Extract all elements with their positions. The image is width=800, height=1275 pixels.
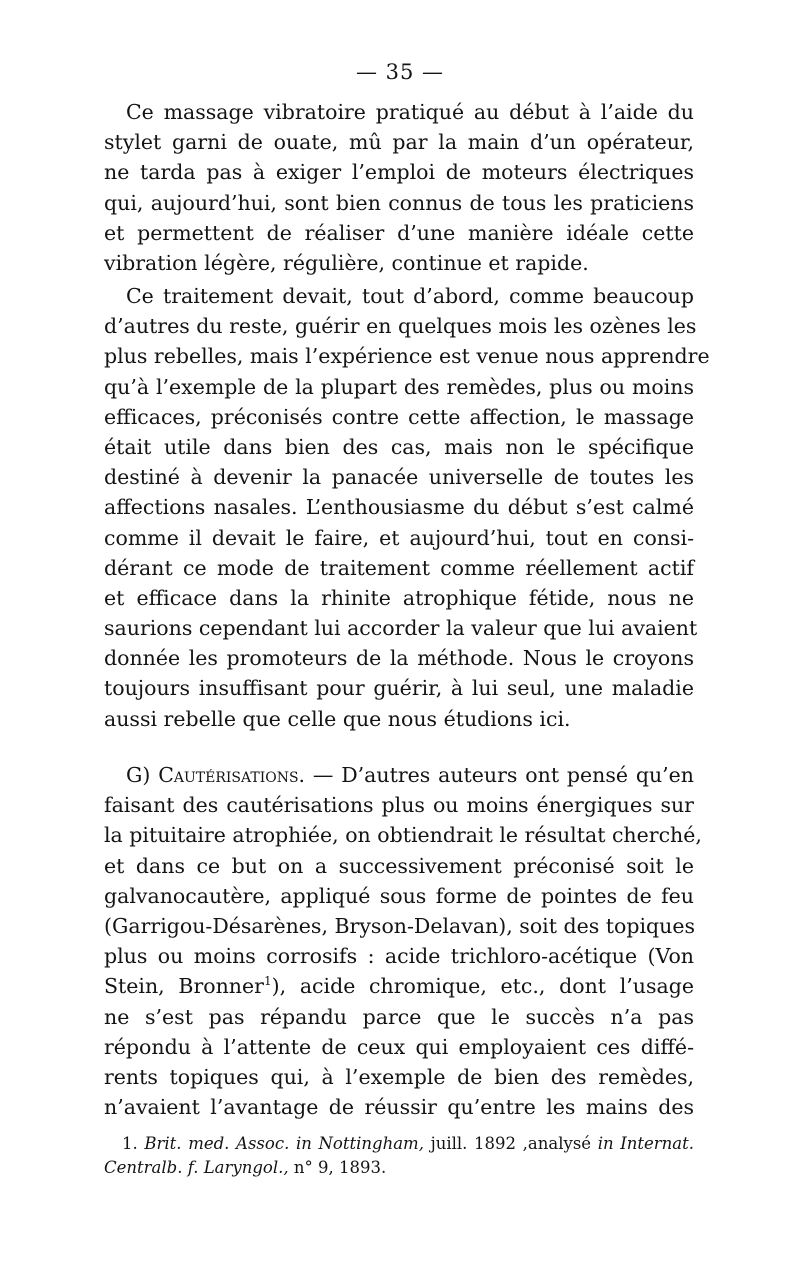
text-line: la pituitaire atrophiée, on obtiendrait le résultat cherché, <box>104 823 702 848</box>
footnote <box>104 1132 694 1180</box>
footnote-journal: Centralb. f. Laryngol., <box>104 1158 289 1177</box>
text-line: plus ou moins corrosifs : acide trichloro-acétique (Von <box>104 944 694 969</box>
text-line: ne s’est pas répandu parce que le succès n’a pas <box>104 1004 694 1029</box>
footnote-number: 1. <box>122 1134 145 1153</box>
text-line: plus rebelles, mais l’expérience est venue nous apprendre <box>104 344 710 369</box>
text-line: n’avaient l’avantage de réussir qu’entre les mains des <box>104 1095 694 1120</box>
text-line: aussi rebelle que celle que nous étudions ici. <box>104 706 571 731</box>
text-fragment: — D’autres auteurs ont pensé qu’en <box>305 763 694 787</box>
footnote-date: juill. 1892 ,analysé <box>423 1134 598 1153</box>
text-line: stylet garni de ouate, mû par la main d’un opérateur, <box>104 130 694 155</box>
text-line: donnée les promoteurs de la méthode. Nous le croyons <box>104 646 694 671</box>
text-line: toujours insuffisant pour guérir, à lui seul, une maladie <box>104 676 694 701</box>
text-fragment: Stein, Bronner <box>104 974 264 999</box>
text-line: saurions cependant lui accorder la valeur que lui avaient <box>104 616 698 641</box>
text-line-with-footnote <box>104 971 694 1001</box>
text-line: vibration légère, régulière, continue et rapide. <box>104 250 589 275</box>
text-line: répondu à l’attente de ceux qui employaient ces diffé- <box>104 1034 694 1059</box>
footnote-issue: n° 9, 1893. <box>288 1158 387 1177</box>
text-line: d’autres du reste, guérir en quelques mois les ozènes les <box>104 314 697 339</box>
footnote-line <box>104 1132 694 1156</box>
section-heading: Cautérisations. <box>158 763 306 787</box>
text-line: (Garrigou-Désarènes, Bryson-Delavan), soit des topiques <box>104 913 695 938</box>
text-line: était utile dans bien des cas, mais non le spécifique <box>104 434 694 459</box>
text-fragment: ), acide chromique, etc., dont l’usage <box>271 974 695 999</box>
text-line: faisant des cautérisations plus ou moins énergiques sur <box>104 793 694 818</box>
section-heading-line <box>104 760 694 790</box>
text-line: affections nasales. L’enthousiasme du début s’est calmé <box>104 495 694 520</box>
section-label: G) <box>126 763 159 787</box>
text-line: ne tarda pas à exiger l’emploi de moteurs électriques <box>104 160 694 185</box>
text-line: destiné à devenir la panacée universelle de toutes les <box>104 465 694 490</box>
text-line: galvanocautère, appliqué sous forme de pointes de feu <box>104 883 694 908</box>
page-number: — 35 — <box>355 60 445 84</box>
text-line: Ce massage vibratoire pratiqué au début à l’aide du <box>126 100 694 124</box>
footnote-source: Brit. med. Assoc. in Nottingham, <box>144 1134 424 1153</box>
text-line: qui, aujourd’hui, sont bien connus de tous les praticiens <box>104 190 694 215</box>
text-line: et efficace dans la rhinite atrophique fétide, nous ne <box>104 585 694 610</box>
text-line: et dans ce but on a successivement préconisé soit le <box>104 853 694 878</box>
text-line: rents topiques qui, à l’exemple de bien des remèdes, <box>104 1064 694 1089</box>
text-line: efficaces, préconisés contre cette affection, le massage <box>104 404 694 429</box>
paragraph-2 <box>104 281 710 734</box>
text-line: qu’à l’exemple de la plupart des remèdes, plus ou moins <box>104 374 694 399</box>
footnote-line <box>104 1156 694 1180</box>
paragraph-3 <box>104 760 702 1122</box>
text-line: dérant ce mode de traitement comme réellement actif <box>104 555 694 580</box>
text-line: comme il devait le faire, et aujourd’hui, tout en consi- <box>104 525 694 550</box>
text-line: Ce traitement devait, tout d’abord, comme beaucoup <box>126 284 694 308</box>
footnote-in: in Internat. <box>597 1134 694 1153</box>
text-line: et permettent de réaliser d’une manière idéale cette <box>104 220 694 245</box>
paragraph-1 <box>104 97 694 278</box>
footnote-reference[interactable]: 1 <box>263 974 272 989</box>
